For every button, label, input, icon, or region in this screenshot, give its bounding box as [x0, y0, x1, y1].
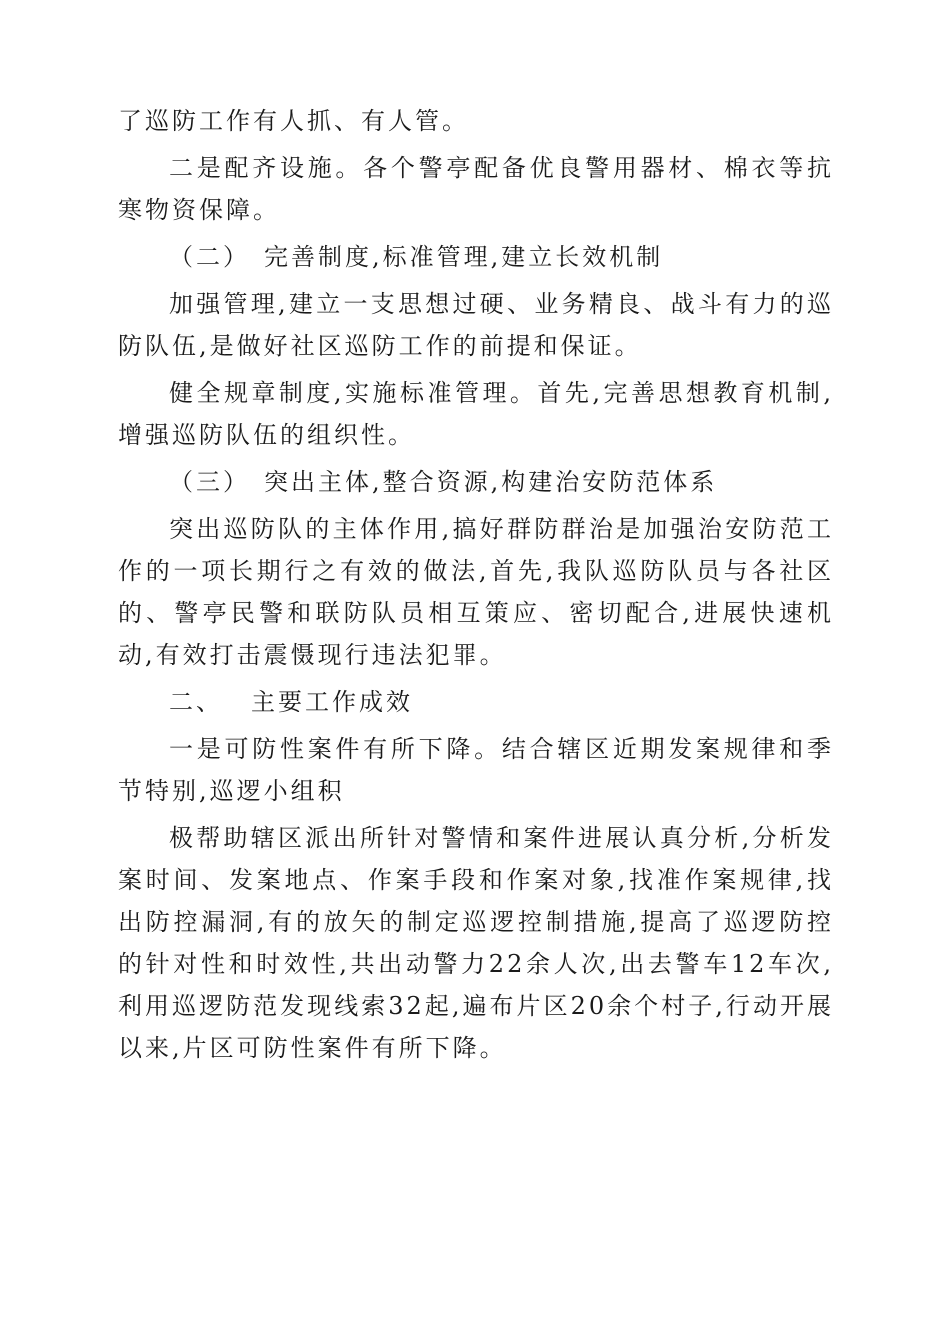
section-title: 完善制度,标准管理,建立长效机制 — [264, 243, 664, 271]
section-number: （三） — [169, 468, 250, 496]
paragraph-6: 一是可防性案件有所下降。结合辖区近期发案规律和季节特别,巡逻小组积 — [118, 735, 834, 805]
section-heading-3 — [118, 461, 834, 503]
paragraph-5: 突出巡防队的主体作用,搞好群防群治是加强治安防范工作的一项长期行之有效的做法,首先,我队巡防队员与各社区的、警亭民警和联防队员相互策应、密切配合,进展快速机动,有效打击震慑现行违法犯罪。 — [118, 515, 834, 669]
paragraph-1: 了巡防工作有人抓、有人管。 — [118, 107, 469, 135]
section-heading-main-results — [118, 681, 834, 723]
section-heading-2 — [118, 236, 834, 278]
paragraph-7: 极帮助辖区派出所针对警情和案件进展认真分析,分析发案时间、发案地点、作案手段和作案对象,找准作案规律,找出防控漏洞,有的放矢的制定巡逻控制措施,提高了巡逻防控的针对性和时效性,共出动警力22余人次,出去警车12车次,利用巡逻防范发现线索32起,遍布片区20余个村子,行动开展以来,片区可防性案件有所下降。 — [118, 824, 834, 1062]
section-number: （二） — [169, 243, 250, 271]
document-page — [118, 100, 834, 1074]
paragraph-2: 二是配齐设施。各个警亭配备优良警用器材、棉衣等抗寒物资保障。 — [118, 154, 834, 224]
section-title: 主要工作成效 — [251, 688, 413, 716]
section-title: 突出主体,整合资源,构建治安防范体系 — [264, 468, 718, 496]
section-number: 二、 — [169, 688, 223, 716]
paragraph-3: 加强管理,建立一支思想过硬、业务精良、战斗有力的巡防队伍,是做好社区巡防工作的前提和保证。 — [118, 290, 834, 360]
paragraph-4: 健全规章制度,实施标准管理。首先,完善思想教育机制,增强巡防队伍的组织性。 — [118, 379, 834, 449]
